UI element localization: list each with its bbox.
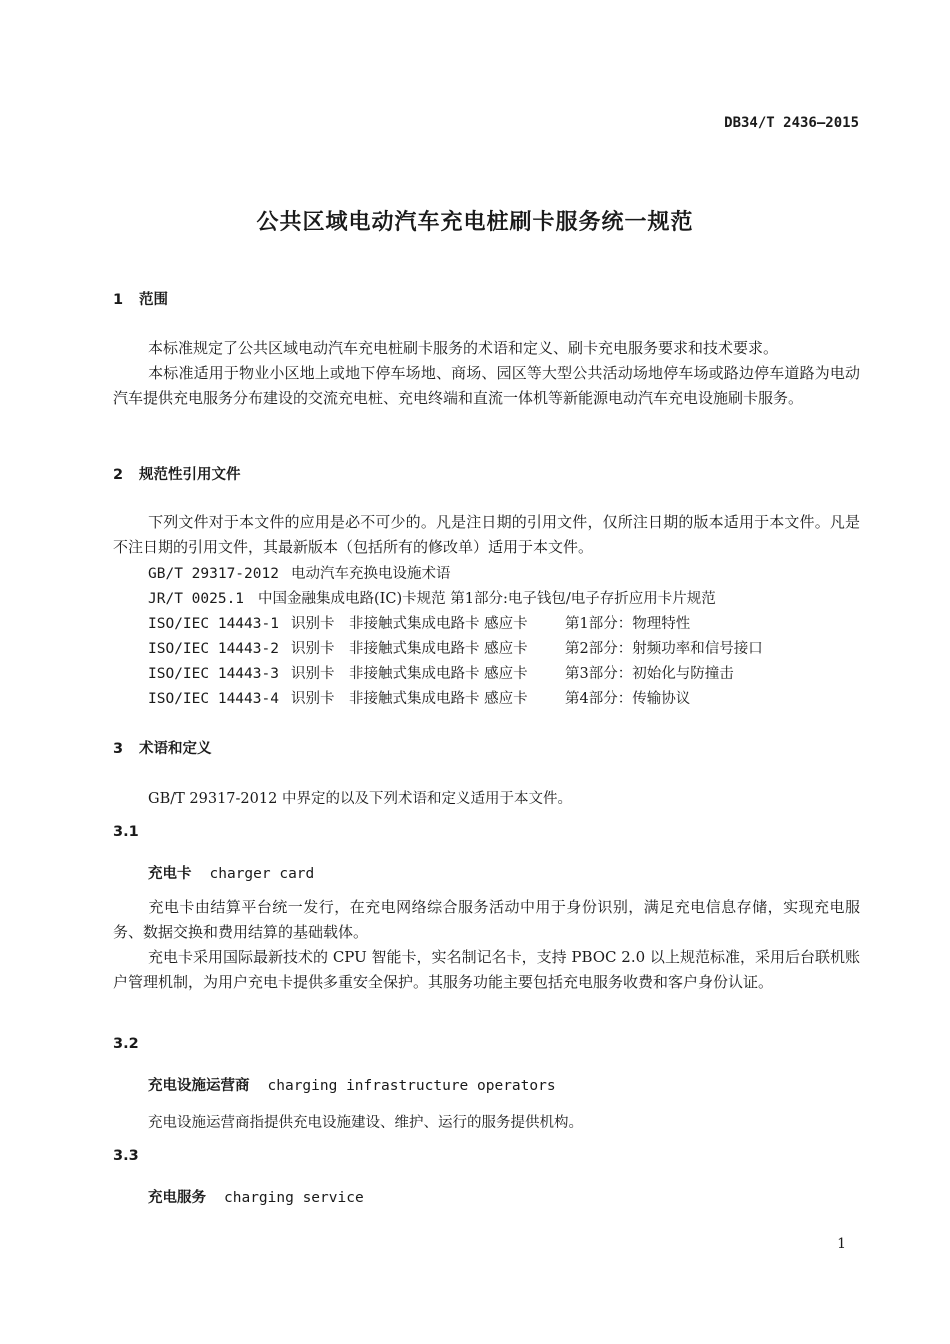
section-number: 3 xyxy=(113,741,124,757)
reference-part-a: 识别卡 xyxy=(291,691,335,707)
reference-part-c: 第1部分：物理特性 xyxy=(565,616,691,632)
reference-part-a: 识别卡 xyxy=(291,616,335,632)
section-title: 规范性引用文件 xyxy=(139,467,241,483)
term-chinese: 充电设施运营商 xyxy=(148,1078,250,1094)
reference-part-b: 非接触式集成电路卡 感应卡 xyxy=(349,666,528,682)
reference-item xyxy=(148,662,734,683)
section-3-paragraph-1: GB/T 29317-2012 中界定的以及下列术语和定义适用于本文件。 xyxy=(148,791,572,807)
term-number: 3.1 xyxy=(113,824,139,840)
reference-part-c: 第3部分：初始化与防撞击 xyxy=(565,666,734,682)
term-heading xyxy=(148,1074,556,1095)
section-1-heading xyxy=(113,288,168,309)
term-chinese: 充电卡 xyxy=(148,866,192,882)
reference-part-c: 第4部分：传输协议 xyxy=(565,691,691,707)
reference-title: 电动汽车充换电设施术语 xyxy=(291,566,451,582)
page-number: 1 xyxy=(837,1236,846,1252)
reference-part-b: 非接触式集成电路卡 感应卡 xyxy=(349,616,528,632)
section-1-paragraph-1 xyxy=(113,336,860,361)
term-chinese: 充电服务 xyxy=(148,1190,206,1206)
reference-item xyxy=(148,637,763,658)
reference-item xyxy=(148,687,690,708)
term-english: charger card xyxy=(209,866,315,882)
term-heading xyxy=(148,862,314,883)
reference-code: ISO/IEC 14443-2 xyxy=(148,641,279,657)
reference-part-a: 识别卡 xyxy=(291,641,335,657)
section-1-paragraph-2 xyxy=(113,361,860,411)
paragraph-text: 下列文件对于本文件的应用是必不可少的。凡是注日期的引用文件，仅所注日期的版本适用于本文件。凡是不注日期的引用文件，其最新版本（包括所有的修改单）适用于本文件。 xyxy=(113,513,860,556)
section-2-paragraph-1 xyxy=(113,510,860,560)
reference-part-b: 非接触式集成电路卡 感应卡 xyxy=(349,641,528,657)
section-number: 2 xyxy=(113,467,124,483)
reference-item xyxy=(148,587,716,608)
reference-part-c: 第2部分：射频功率和信号接口 xyxy=(565,641,763,657)
term-definition: 充电设施运营商指提供充电设施建设、维护、运行的服务提供机构。 xyxy=(148,1115,583,1131)
reference-part-a: 识别卡 xyxy=(291,666,335,682)
reference-item xyxy=(148,562,451,583)
paragraph-text: 充电卡由结算平台统一发行，在充电网络综合服务活动中用于身份识别，满足充电信息存储，实现充电服务、数据交换和费用结算的基础载体。 xyxy=(113,898,860,941)
section-title: 术语和定义 xyxy=(139,741,212,757)
standard-code: DB34/T 2436—2015 xyxy=(724,115,859,131)
document-title: 公共区域电动汽车充电桩刷卡服务统一规范 xyxy=(256,210,694,235)
paragraph-text: 本标准适用于物业小区地上或地下停车场地、商场、园区等大型公共活动场地停车场或路边停车道路为电动汽车提供充电服务分布建设的交流充电桩、充电终端和直流一体机等新能源电动汽车充电设施刷卡服务。 xyxy=(113,364,860,407)
section-2-heading xyxy=(113,463,241,484)
reference-code: ISO/IEC 14443-3 xyxy=(148,666,279,682)
section-3-heading xyxy=(113,737,212,758)
term-number: 3.3 xyxy=(113,1148,139,1164)
paragraph-text: 充电卡采用国际最新技术的 CPU 智能卡，实名制记名卡，支持 PBOC 2.0 以上规范标准，采用后台联机账户管理机制，为用户充电卡提供多重安全保护。其服务功能主要包括充电服务收费和客户身份认证。 xyxy=(113,948,860,991)
section-number: 1 xyxy=(113,292,124,308)
term-english: charging service xyxy=(224,1190,364,1206)
reference-code: JR/T 0025.1 xyxy=(148,591,245,607)
term-definition xyxy=(113,945,860,995)
term-definition xyxy=(113,895,860,945)
section-title: 范围 xyxy=(139,292,168,308)
reference-code: ISO/IEC 14443-4 xyxy=(148,691,279,707)
reference-title: 中国金融集成电路(IC)卡规范 第1部分:电子钱包/电子存折应用卡片规范 xyxy=(258,591,716,607)
reference-code: ISO/IEC 14443-1 xyxy=(148,616,279,632)
paragraph-text: 本标准规定了公共区域电动汽车充电桩刷卡服务的术语和定义、刷卡充电服务要求和技术要求。 xyxy=(148,339,779,357)
term-number: 3.2 xyxy=(113,1036,139,1052)
term-heading xyxy=(148,1186,364,1207)
reference-item xyxy=(148,612,690,633)
term-english: charging infrastructure operators xyxy=(267,1078,556,1094)
reference-code: GB/T 29317-2012 xyxy=(148,566,279,582)
reference-part-b: 非接触式集成电路卡 感应卡 xyxy=(349,691,528,707)
